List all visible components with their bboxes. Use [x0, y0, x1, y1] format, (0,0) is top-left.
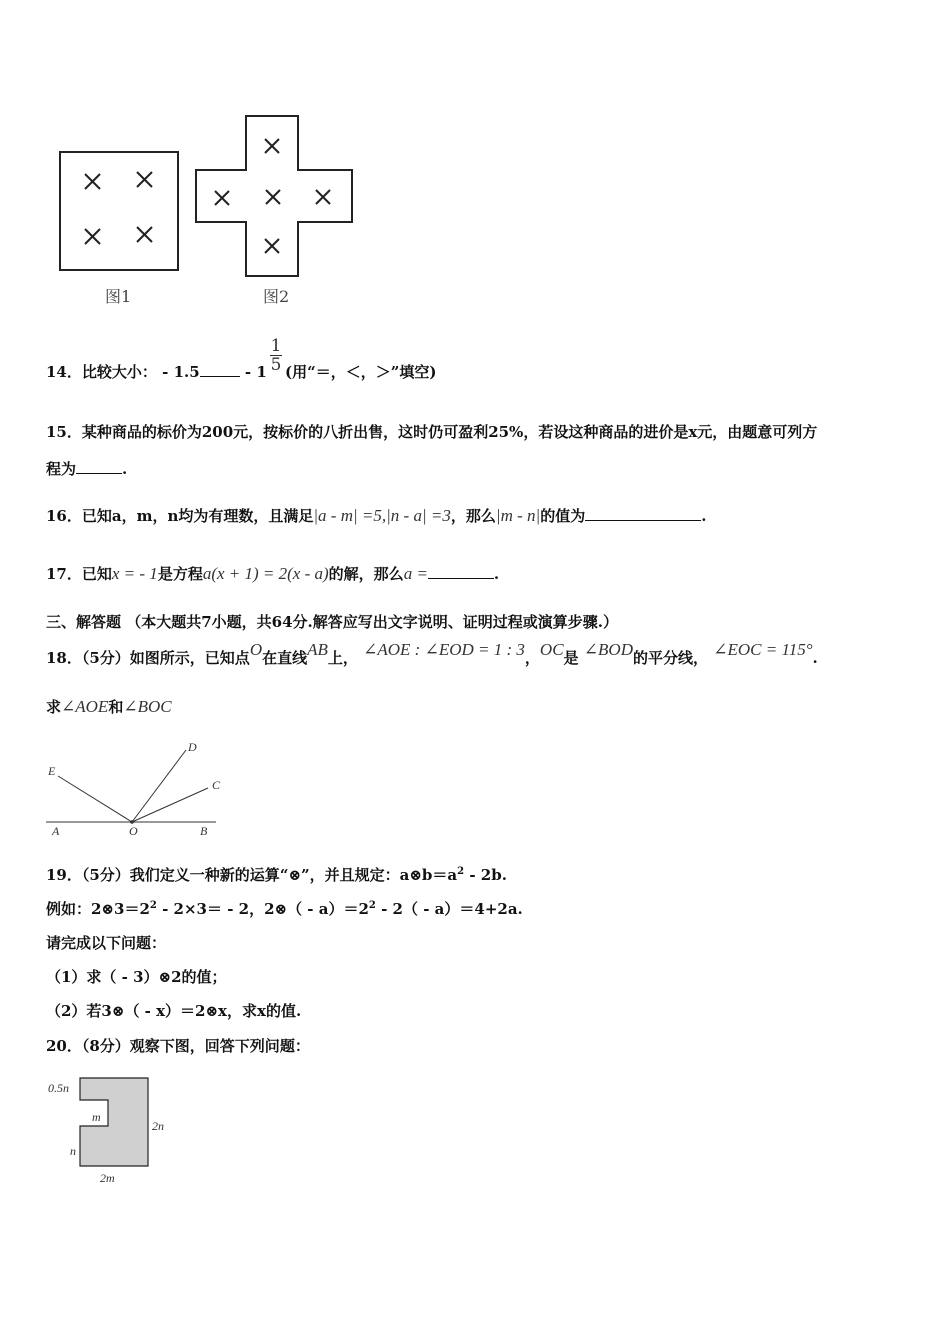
question-17: 17．已知x = - 1是方程a(x + 1) = 2(x - a)的解，那么a = .	[46, 564, 500, 583]
question-19-part2: （2）若3⊗（ - x）＝2⊗x，求x的值.	[46, 1002, 302, 1020]
figure2-caption: 图2	[263, 287, 290, 306]
label-2m: 2m	[100, 1171, 115, 1185]
question-14: 14．比较大小： - 1.5 - 1	[46, 363, 267, 381]
label-C: C	[212, 778, 221, 792]
label-D: D	[188, 740, 197, 754]
label-2n: 2n	[152, 1119, 164, 1133]
label-m: m	[92, 1110, 101, 1124]
question-19-part1: （1）求（ - 3）⊗2的值；	[46, 968, 227, 986]
ray-OE	[58, 776, 132, 822]
question-18-ask: 求∠AOE和∠BOC	[46, 697, 172, 716]
q15-blank[interactable]	[76, 459, 122, 474]
q16-blank[interactable]	[585, 506, 701, 521]
q14-fraction: 1 5	[270, 336, 282, 375]
label-A: A	[52, 824, 60, 838]
question-19-prompt: 请完成以下问题：	[46, 934, 167, 952]
label-B: B	[200, 824, 208, 838]
question-15-line2: 程为 .	[46, 460, 128, 478]
q20-shape	[80, 1078, 148, 1166]
question-18: 18．（5分）如图所示，已知点O在直线AB上， ∠AOE : ∠EOD = 1 : 3，OC是 ∠BOD的平分线， ∠EOC = 115°.	[46, 640, 818, 667]
figure2-crosses	[215, 139, 330, 253]
figures-1-2	[50, 110, 370, 310]
figure1-square	[60, 152, 178, 270]
question-19-line1: 19．（5分）我们定义一种新的运算“⊗”，并且规定：$a\otimes b=a^2 - 2b$.	[46, 866, 507, 884]
label-0-5n: 0.5n	[48, 1081, 69, 1095]
question-15-line1: 15．某种商品的标价为200元，按标价的八折出售，这时仍可盈利25%，若设这种商品的进价是x元，由题意可列方	[46, 423, 818, 441]
question-19-example: 例如：$2\otimes 3=2^2 - 2\times 3= - 2$，2⊗（ - $a)=2^2 - 2( - a)=4+2a$.	[46, 900, 523, 918]
q17-blank[interactable]	[428, 564, 494, 579]
label-n: n	[70, 1144, 76, 1158]
q14-suffix: (用“＝，＜，＞”填空)	[285, 363, 437, 381]
figure1-crosses	[85, 172, 152, 244]
ray-OC	[132, 788, 208, 822]
q14-blank[interactable]	[200, 362, 240, 377]
label-E: E	[48, 764, 56, 778]
question-20: 20．（8分）观察下图，回答下列问题：	[46, 1037, 310, 1055]
label-O: O	[129, 824, 138, 838]
figure1-caption: 图1	[105, 287, 132, 306]
section-3-heading: 三、解答题 （本大题共7小题，共64分.解答应写出文字说明、证明过程或演算步骤.）	[46, 613, 618, 631]
question-16: 16．已知a，m，n均为有理数，且满足|a - m| =5,|n - a| =3，那么|m - n|的值为 .	[46, 506, 707, 525]
ray-OD	[132, 750, 186, 822]
